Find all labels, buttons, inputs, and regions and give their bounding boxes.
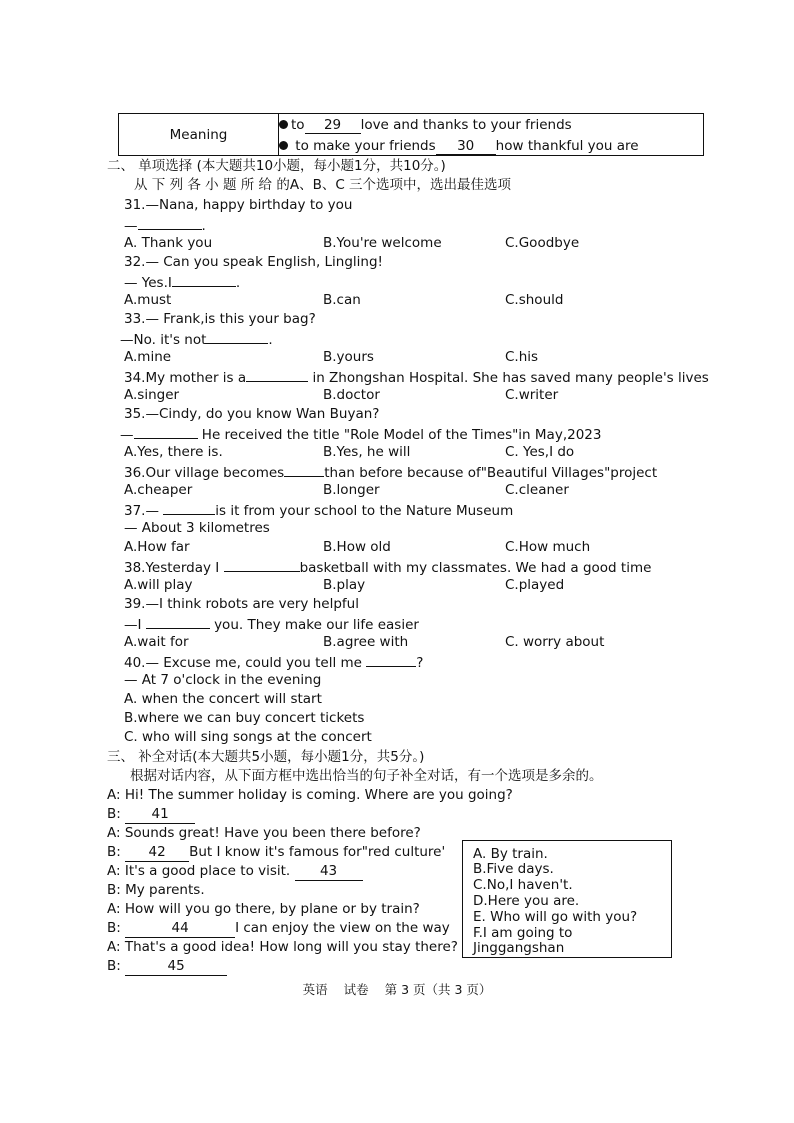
answer-line-39: —I you. They make our life easier [124, 617, 419, 633]
question-35: 35.—Cindy, do you know Wan Buyan? [124, 406, 380, 422]
option-b[interactable]: B.Five days. [473, 861, 554, 877]
blank-30[interactable]: 30 [436, 138, 496, 155]
meaning-label: Meaning [119, 114, 279, 155]
dialogue-line-1: A: Hi! The summer holiday is coming. Where are you going? [107, 787, 513, 803]
option-33-a[interactable]: A.mine [124, 349, 172, 365]
dialogue-line-4: B: 42 But I know it's famous for"red culture' [107, 844, 446, 860]
question-34: 34.My mother is a in Zhongshan Hospital. She has saved many people's lives [124, 370, 709, 386]
question-31: 31.—Nana, happy birthday to you [124, 197, 353, 213]
answer-blank[interactable] [138, 216, 202, 230]
answer-blank[interactable] [146, 615, 210, 629]
option-35-b[interactable]: B.Yes, he will [323, 444, 411, 460]
answer-line-40: — At 7 o'clock in the evening [124, 672, 322, 688]
option-37-b[interactable]: B.How old [323, 539, 391, 555]
option-33-b[interactable]: B.yours [323, 349, 374, 365]
option-31-b[interactable]: B.You're welcome [323, 235, 442, 251]
question-39: 39.—I think robots are very helpful [124, 596, 359, 612]
option-35-c[interactable]: C. Yes,I do [505, 444, 575, 460]
option-38-c[interactable]: C.played [505, 577, 565, 593]
blank-45[interactable]: 45 [125, 958, 227, 976]
blank-41[interactable]: 41 [125, 806, 195, 824]
footer-paper: 试卷 [343, 982, 369, 997]
blank-42[interactable]: 42 [125, 844, 189, 862]
option-36-c[interactable]: C.cleaner [505, 482, 569, 498]
answer-blank[interactable] [224, 558, 300, 572]
option-39-a[interactable]: A.wait for [124, 634, 189, 650]
answer-blank[interactable] [284, 463, 324, 477]
dialogue-line-2: B: 41 [107, 806, 195, 824]
option-c[interactable]: C.No,I haven't. [473, 877, 573, 893]
dialogue-line-6: B: My parents. [107, 882, 205, 898]
dialogue-line-8: B: 44 I can enjoy the view on the way [107, 920, 450, 936]
option-38-b[interactable]: B.play [323, 577, 366, 593]
section3-instruction: 根据对话内容，从下面方框中选出恰当的句子补全对话，有一个选项是多余的。 [130, 768, 603, 784]
option-39-b[interactable]: B.agree with [323, 634, 409, 650]
dialogue-line-7: A: How will you go there, by plane or by train? [107, 901, 420, 917]
option-32-a[interactable]: A.must [124, 292, 172, 308]
bullet-icon [279, 141, 288, 150]
option-37-a[interactable]: A.How far [124, 539, 190, 555]
option-35-a[interactable]: A.Yes, there is. [124, 444, 223, 460]
option-32-c[interactable]: C.should [505, 292, 564, 308]
option-34-b[interactable]: B.doctor [323, 387, 380, 403]
question-36: 36.Our village becomes than before because of"Beautiful Villages"project [124, 465, 658, 481]
option-f[interactable]: F.I am going to [473, 925, 573, 941]
meaning-row-1: to 29 love and thanks to your friends [279, 117, 572, 134]
dialogue-line-3: A: Sounds great! Have you been there before? [107, 825, 421, 841]
answer-blank[interactable] [246, 368, 308, 382]
option-33-c[interactable]: C.his [505, 349, 539, 365]
option-40-a[interactable]: A. when the concert will start [124, 691, 322, 707]
blank-44[interactable]: 44 [125, 920, 235, 938]
bullet-icon [279, 120, 288, 129]
answer-line-37: — About 3 kilometres [124, 520, 270, 536]
option-36-a[interactable]: A.cheaper [124, 482, 193, 498]
option-40-b[interactable]: B.where we can buy concert tickets [124, 710, 365, 726]
question-38: 38.Yesterday I basketball with my classmates. We had a good time [124, 560, 652, 576]
option-31-c[interactable]: C.Goodbye [505, 235, 580, 251]
answer-blank[interactable] [172, 273, 236, 287]
section3-heading: 三、 补全对话(本大题共5小题，每小题1分，共5分。) [107, 749, 425, 765]
meaning-row-2: to make your friends 30 how thankful you are [279, 138, 639, 155]
option-d[interactable]: D.Here you are. [473, 893, 580, 909]
option-40-c[interactable]: C. who will sing songs at the concert [124, 729, 372, 745]
options-box [462, 840, 672, 958]
option-a[interactable]: A. By train. [473, 846, 548, 862]
option-31-a[interactable]: A. Thank you [124, 235, 213, 251]
answer-blank[interactable] [206, 330, 268, 344]
blank-43[interactable]: 43 [295, 863, 363, 881]
option-f-continued: Jinggangshan [473, 940, 565, 956]
answer-line-32: — Yes.I . [124, 275, 241, 291]
answer-line-33: —No. it's not . [120, 332, 273, 348]
dialogue-line-9: A: That's a good idea! How long will you stay there? [107, 939, 458, 955]
option-32-b[interactable]: B.can [323, 292, 361, 308]
question-32: 32.— Can you speak English, Lingling! [124, 254, 383, 270]
question-40: 40.— Excuse me, could you tell me ? [124, 655, 424, 671]
section2-instruction: 从 下 列 各 小 题 所 给 的A、B、C 三个选项中，选出最佳选项 [134, 177, 512, 193]
blank-29[interactable]: 29 [305, 117, 361, 134]
footer-page-number: 第 3 页（共 3 页） [384, 982, 492, 997]
footer-subject: 英语 [302, 982, 328, 997]
option-37-c[interactable]: C.How much [505, 539, 591, 555]
question-33: 33.— Frank,is this your bag? [124, 311, 316, 327]
question-37: 37.— is it from your school to the Nature Museum [124, 503, 514, 519]
option-34-a[interactable]: A.singer [124, 387, 180, 403]
option-38-a[interactable]: A.will play [124, 577, 193, 593]
answer-blank[interactable] [366, 653, 416, 667]
option-39-c[interactable]: C. worry about [505, 634, 605, 650]
meaning-table [118, 113, 704, 156]
page-footer [0, 980, 794, 998]
dialogue-line-5: A: It's a good place to visit. 43 [107, 863, 363, 881]
option-e[interactable]: E. Who will go with you? [473, 909, 638, 925]
section2-heading: 二、 单项选择 (本大题共10小题，每小题1分，共10分。) [107, 158, 446, 174]
answer-blank[interactable] [163, 501, 215, 515]
answer-blank[interactable] [134, 425, 198, 439]
option-34-c[interactable]: C.writer [505, 387, 559, 403]
answer-line-31: — . [124, 218, 206, 234]
dialogue-line-10: B: 45 [107, 958, 227, 976]
option-36-b[interactable]: B.longer [323, 482, 380, 498]
answer-line-35: — He received the title "Role Model of the Times"in May,2023 [120, 427, 602, 443]
